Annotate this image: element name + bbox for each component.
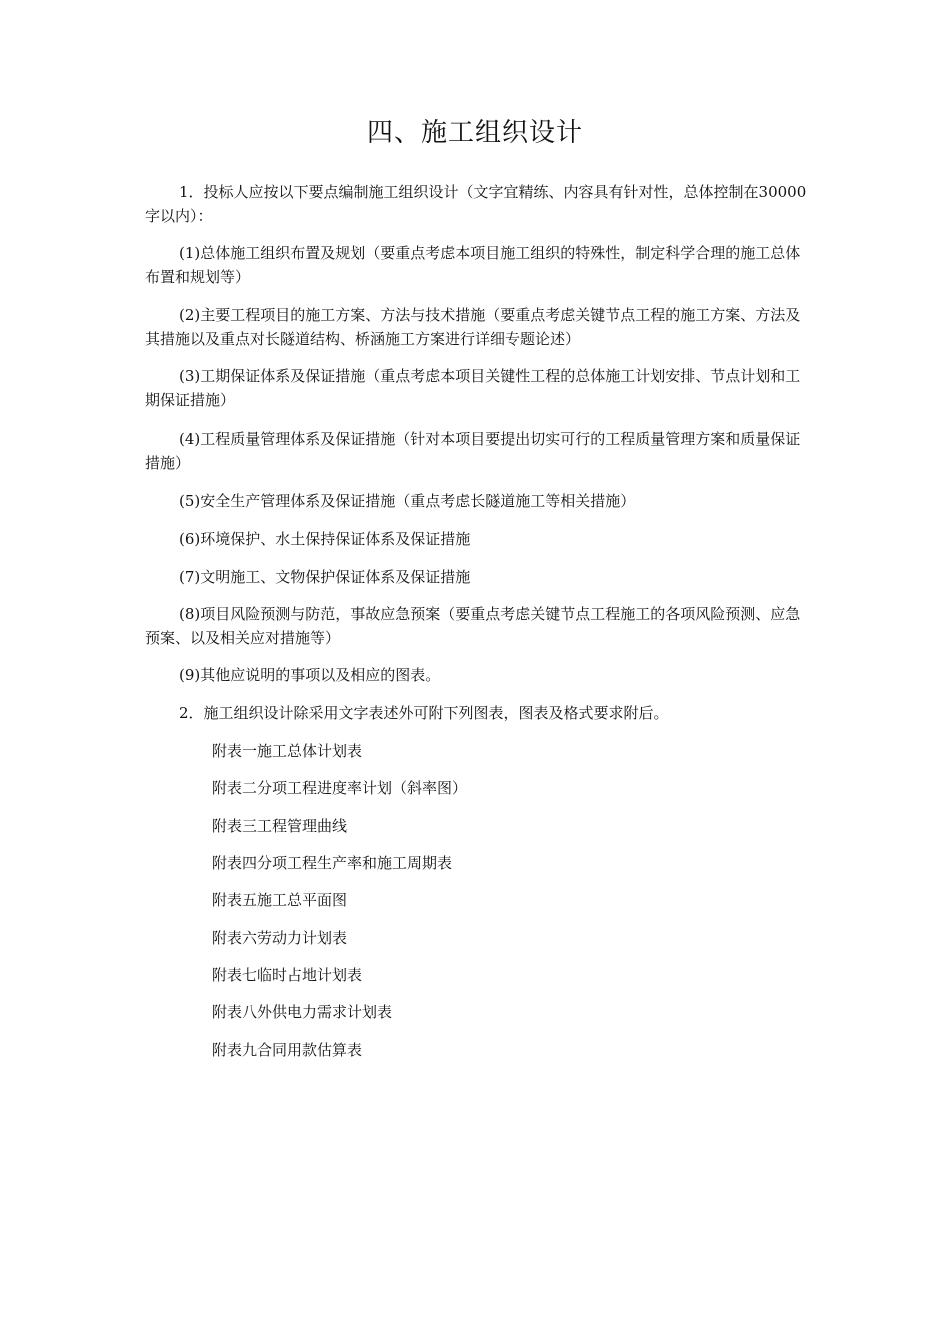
section-2-paragraph: 2．施工组织设计除采用文字表述外可附下列图表，图表及格式要求附后。 xyxy=(179,704,669,722)
item-9: (9)其他应说明的事项以及相应的图表。 xyxy=(179,666,441,684)
item-3: (3)工期保证体系及保证措施（重点考虑本项目关键性工程的总体施工计划安排、节点计划和工期保证措施） xyxy=(145,367,801,409)
item-4: (4)工程质量管理体系及保证措施（针对本项目要提出切实可行的工程质量管理方案和质量保证措施） xyxy=(145,430,801,472)
intro-paragraph: 1．投标人应按以下要点编制施工组织设计（文字宜精练、内容具有针对性，总体控制在30000字以内）： xyxy=(145,183,807,225)
item-1: (1)总体施工组织布置及规划（要重点考虑本项目施工组织的特殊性，制定科学合理的施工总体布置和规划等） xyxy=(145,244,801,286)
appendix-item: 附表二分项工程进度率计划（斜率图） xyxy=(212,779,468,797)
item-6: (6)环境保护、水土保持保证体系及保证措施 xyxy=(179,530,471,548)
appendix-item: 附表四分项工程生产率和施工周期表 xyxy=(212,854,453,872)
appendix-item: 附表六劳动力计划表 xyxy=(212,929,348,947)
item-5: (5)安全生产管理体系及保证措施（重点考虑长隧道施工等相关措施） xyxy=(179,492,636,510)
item-2: (2)主要工程项目的施工方案、方法与技术措施（要重点考虑关键节点工程的施工方案、方法及其措施以及重点对长隧道结构、桥涵施工方案进行详细专题论述） xyxy=(145,306,801,348)
document-title: 四、施工组织设计 xyxy=(366,118,583,148)
appendix-item: 附表五施工总平面图 xyxy=(212,891,348,909)
appendix-item: 附表一施工总体计划表 xyxy=(212,742,363,760)
appendix-item: 附表三工程管理曲线 xyxy=(212,817,348,835)
appendix-item: 附表七临时占地计划表 xyxy=(212,966,363,984)
item-8: (8)项目风险预测与防范，事故应急预案（要重点考虑关键节点工程施工的各项风险预测、应急预案、以及相关应对措施等） xyxy=(145,605,801,647)
appendix-item: 附表八外供电力需求计划表 xyxy=(212,1003,393,1021)
appendix-item: 附表九合同用款估算表 xyxy=(212,1041,363,1059)
item-7: (7)文明施工、文物保护保证体系及保证措施 xyxy=(179,568,471,586)
